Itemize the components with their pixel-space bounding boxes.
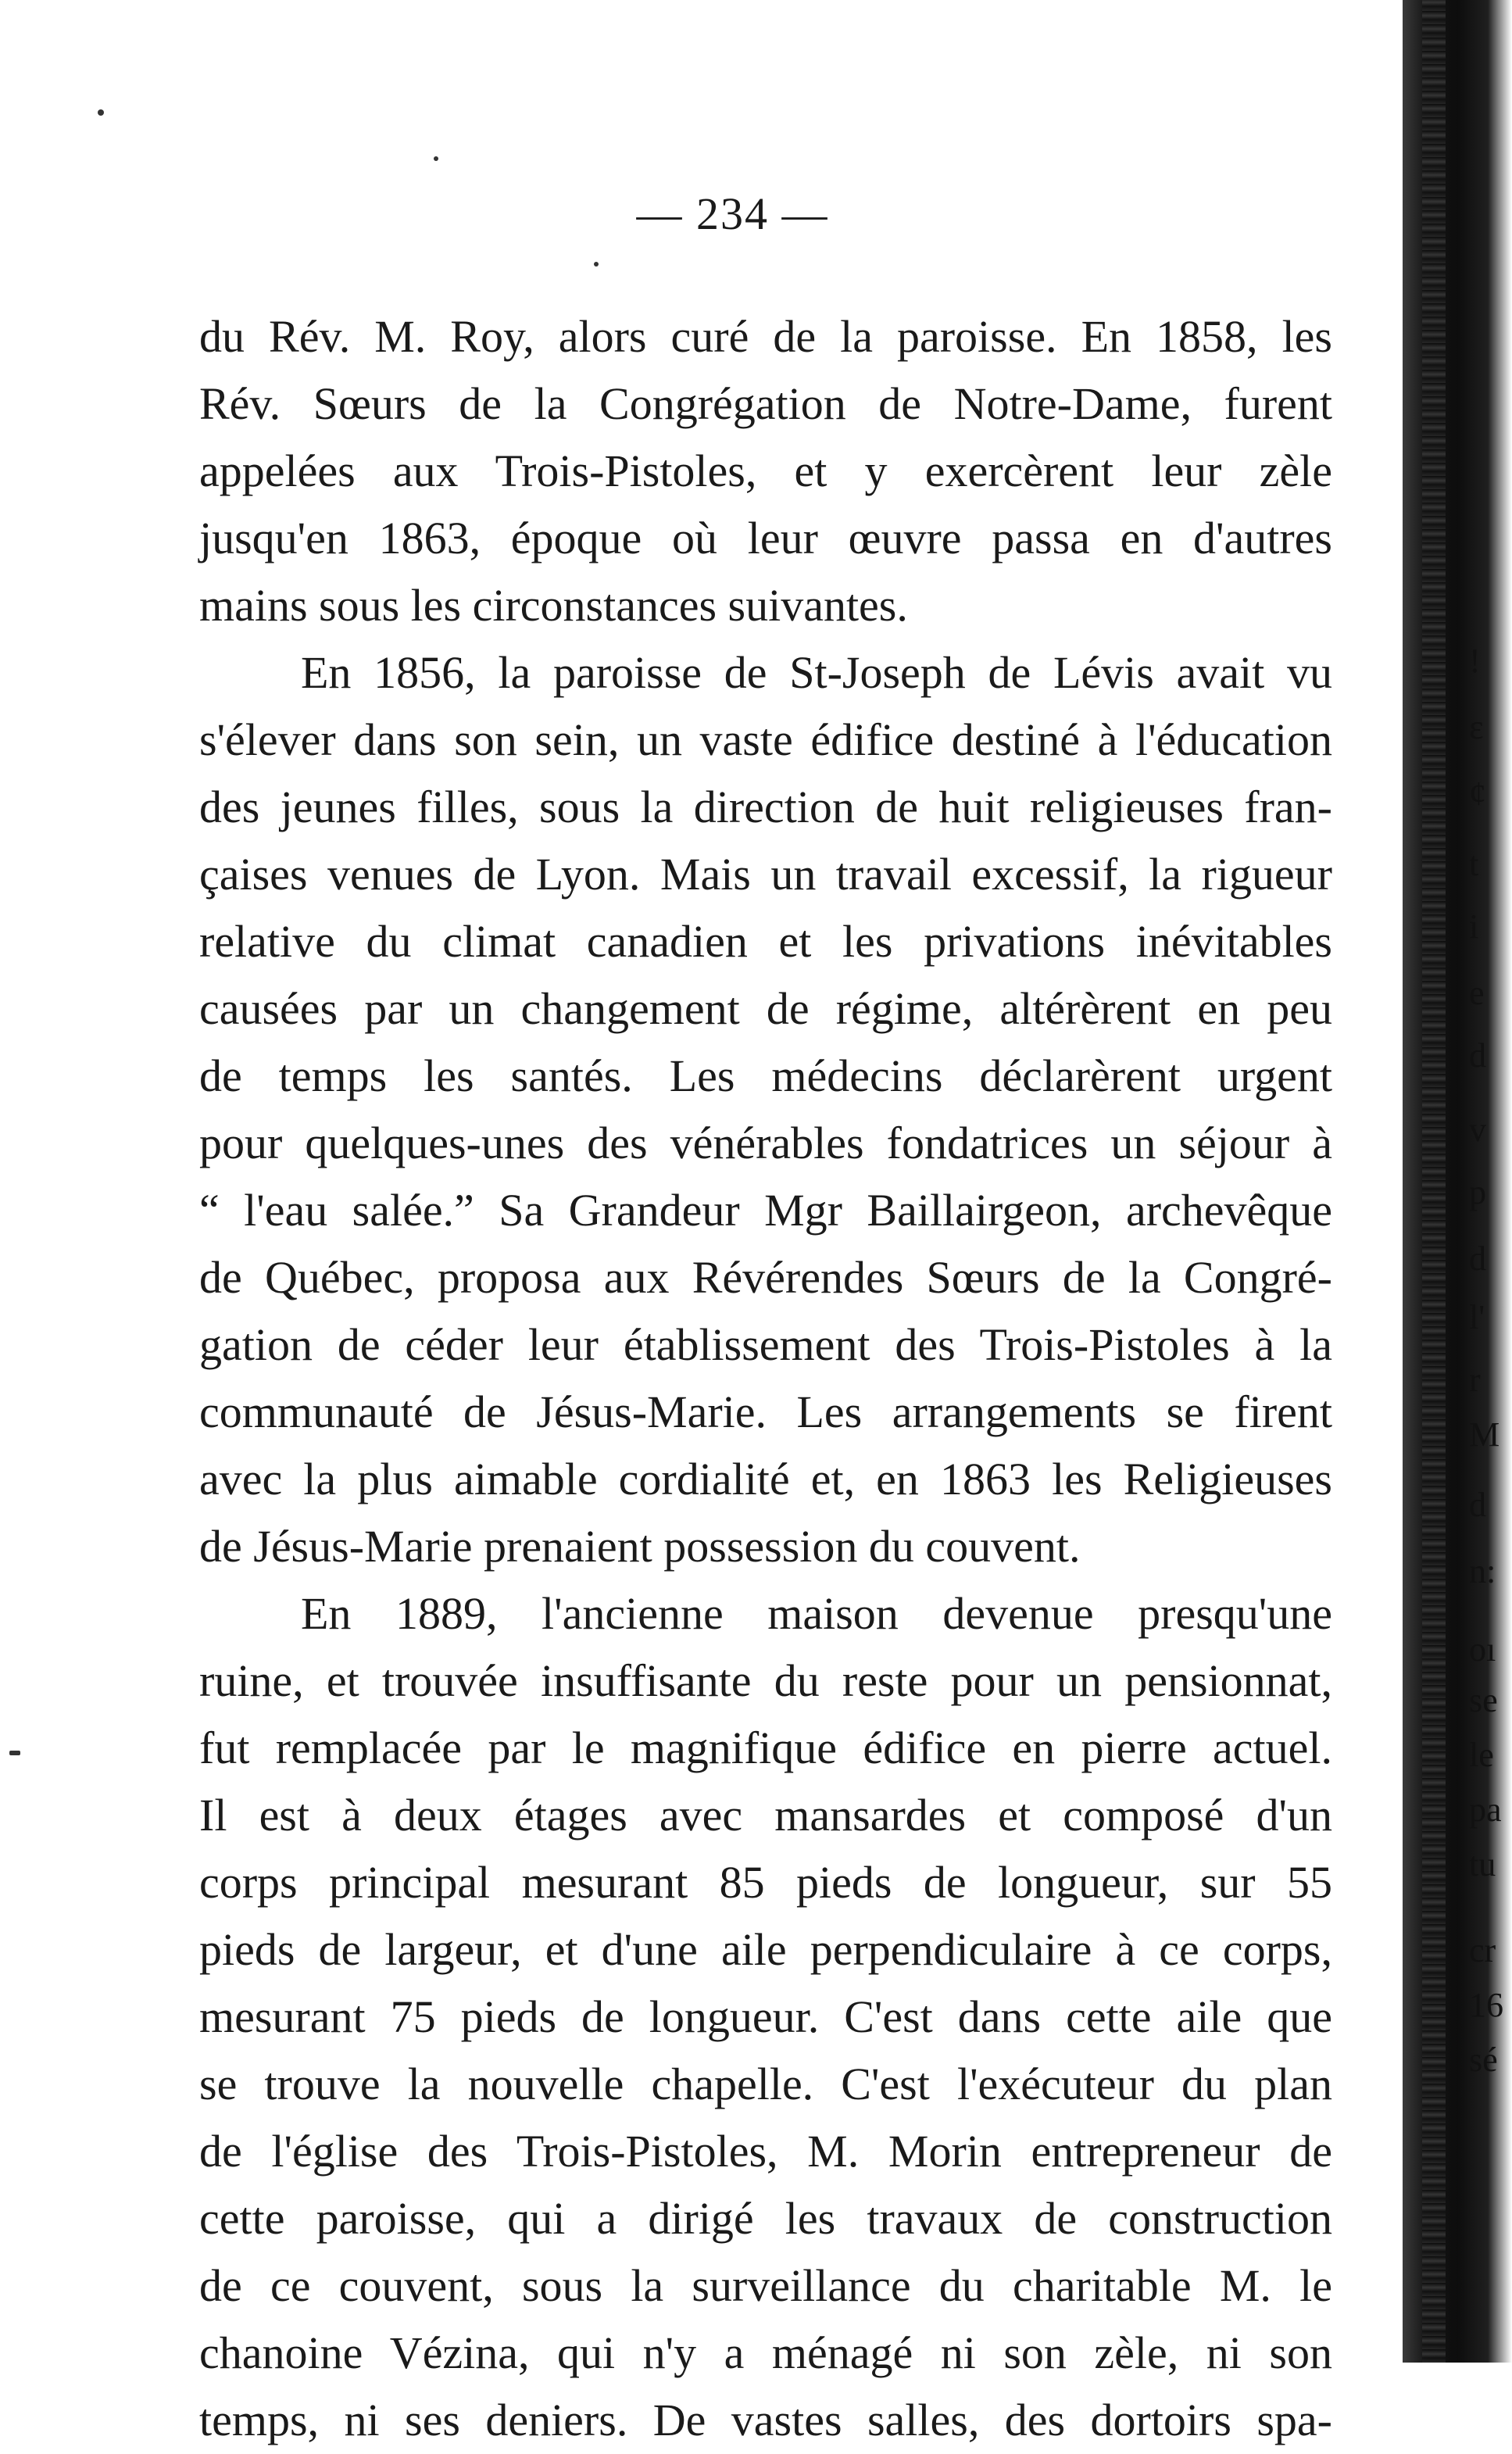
facing-page-fragment: d	[1469, 1240, 1486, 1278]
paragraph	[199, 1580, 1332, 2454]
text-line: se trouve la nouvelle chapelle. C'est l'exécuteur du plan	[199, 2059, 1332, 2109]
facing-page-fragment: d	[1469, 1486, 1486, 1524]
text-line: jusqu'en 1863, époque où leur œuvre passa en d'autres	[199, 513, 1332, 563]
facing-page-fragment: p	[1469, 1173, 1486, 1211]
text-line: mesurant 75 pieds de longueur. C'est dans cette aile que	[199, 1991, 1332, 2042]
facing-page-fragment: r	[1469, 1361, 1481, 1399]
body-text	[199, 303, 1332, 2454]
text-line: pour quelques-unes des vénérables fondatrices un séjour à	[199, 1118, 1332, 1168]
gutter-texture	[1422, 0, 1446, 2363]
facing-page-fragment: tu	[1469, 1845, 1496, 1883]
text-line: En 1889, l'ancienne maison devenue presqu'une	[301, 1588, 1332, 1639]
print-speck	[434, 156, 438, 161]
text-line: des jeunes filles, sous la direction de huit religieuses fran-	[199, 782, 1332, 832]
text-line: de temps les santés. Les médecins déclarèrent urgent	[199, 1050, 1332, 1101]
facing-page-fragment: !	[1469, 642, 1481, 680]
text-line: s'élever dans son sein, un vaste édifice destiné à l'éducation	[199, 714, 1332, 765]
print-speck	[9, 1751, 20, 1755]
facing-page-fragment: M	[1469, 1415, 1500, 1454]
print-speck	[98, 109, 104, 116]
facing-page-fragment: v	[1469, 1111, 1486, 1149]
text-line: de ce couvent, sous la surveillance du charitable M. le	[199, 2260, 1332, 2311]
facing-page-fragment: pa	[1469, 1790, 1502, 1829]
text-line: Il est à deux étages avec mansardes et composé d'un	[199, 1790, 1332, 1841]
facing-page-fragment: oı	[1469, 1630, 1496, 1669]
text-line: ruine, et trouvée insuffisante du reste pour un pensionnat,	[199, 1655, 1332, 1706]
page-number: — 234 —	[636, 188, 829, 239]
paragraph	[199, 639, 1332, 1580]
text-line: cette paroisse, qui a dirigé les travaux de construction	[199, 2193, 1332, 2244]
facing-page-fragment: d	[1469, 1036, 1486, 1075]
text-line: fut remplacée par le magnifique édifice en pierre actuel.	[199, 1722, 1332, 1773]
facing-page-fragment: l'	[1469, 1298, 1485, 1336]
text-line: mains sous les circonstances suivantes.	[199, 580, 908, 631]
text-line: de l'église des Trois-Pistoles, M. Morin entrepreneur de	[199, 2126, 1332, 2177]
facing-page-fragment: n:	[1469, 1552, 1496, 1590]
facing-page-fragment: cr	[1469, 1931, 1496, 1969]
facing-page-fragment: i	[1469, 907, 1479, 946]
text-line: Rév. Sœurs de la Congrégation de Notre-Dame, furent	[199, 378, 1332, 429]
facing-page-fragment: ¢	[1469, 774, 1486, 813]
text-line: pieds de largeur, et d'une aile perpendiculaire à ce corps,	[199, 1924, 1332, 1975]
facing-page-fragment: se	[1469, 1681, 1498, 1719]
text-line: chanoine Vézina, qui n'y a ménagé ni son zèle, ni son	[199, 2327, 1332, 2378]
paragraph	[199, 303, 1332, 639]
text-line: avec la plus aimable cordialité et, en 1863 les Religieuses	[199, 1454, 1332, 1504]
text-line: corps principal mesurant 85 pieds de longueur, sur 55	[199, 1857, 1332, 1908]
facing-page-fragment: t	[1469, 845, 1479, 883]
text-line: temps, ni ses deniers. De vastes salles, des dortoirs spa-	[199, 2395, 1332, 2445]
text-line: relative du climat canadien et les privations inévitables	[199, 916, 1332, 967]
print-speck	[594, 262, 599, 267]
text-line: causées par un changement de régime, altérèrent en peu	[199, 983, 1332, 1034]
text-line: appelées aux Trois-Pistoles, et y exercèrent leur zèle	[199, 445, 1332, 496]
facing-page-fragment: sé	[1469, 2041, 1498, 2079]
text-line: “ l'eau salée.” Sa Grandeur Mgr Baillairgeon, archevêque	[199, 1185, 1332, 1236]
facing-page-fragment: 16	[1469, 1986, 1503, 2024]
text-line: du Rév. M. Roy, alors curé de la paroisse. En 1858, les	[199, 311, 1332, 362]
text-line: çaises venues de Lyon. Mais un travail excessif, la rigueur	[199, 849, 1332, 900]
facing-page-fragment: ε	[1469, 708, 1484, 746]
text-line: gation de céder leur établissement des Trois-Pistoles à la	[199, 1319, 1332, 1370]
facing-page-fragment: e	[1469, 974, 1485, 1012]
text-line: En 1856, la paroisse de St-Joseph de Lévis avait vu	[301, 647, 1332, 698]
text-line: de Québec, proposa aux Révérendes Sœurs de la Congré-	[199, 1252, 1332, 1303]
text-line: communauté de Jésus-Marie. Les arrangements se firent	[199, 1386, 1332, 1437]
facing-page-fragment: le	[1469, 1736, 1494, 1774]
text-line: de Jésus-Marie prenaient possession du couvent.	[199, 1521, 1081, 1572]
